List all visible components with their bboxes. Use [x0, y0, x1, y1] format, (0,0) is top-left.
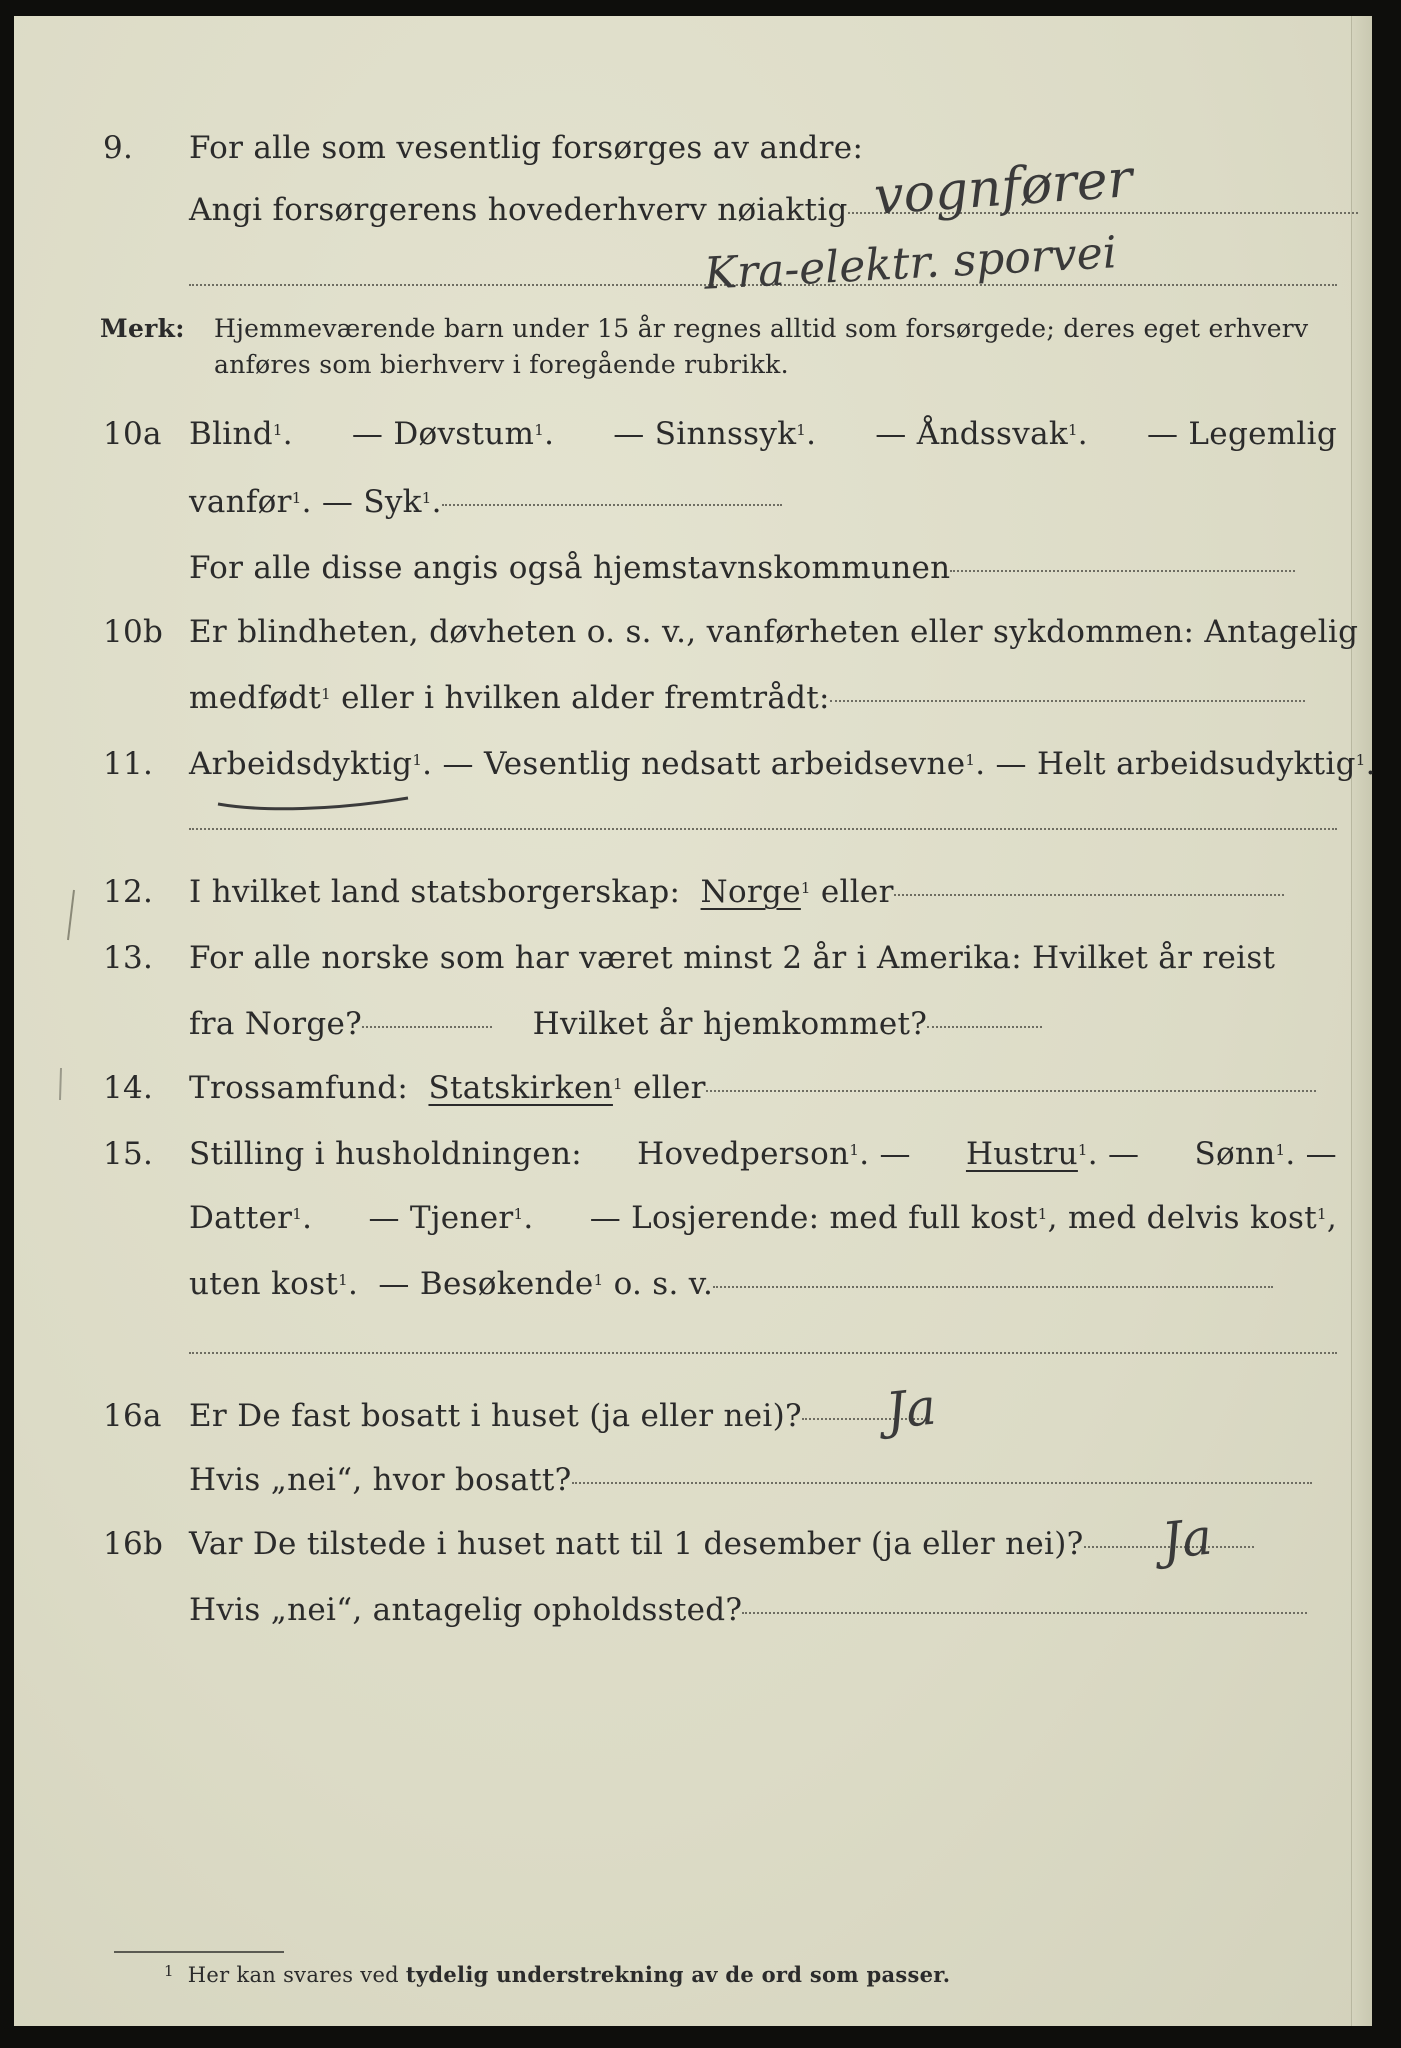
note-text-2: anføres som bierhverv i foregående rubrikk. — [214, 350, 789, 379]
option-delvis-kost: , med delvis kost — [1047, 1200, 1317, 1236]
question-number: 15. — [103, 1136, 154, 1172]
answer-line — [189, 828, 1337, 830]
question-number: 10b — [103, 614, 164, 650]
question-number: 13. — [103, 940, 154, 976]
option-arbeidsdyktig: Arbeidsdyktig — [189, 746, 413, 782]
option-norge-underlined: Norge — [700, 874, 801, 910]
option-andssvak: — Åndssvak$^1$. — [875, 416, 1088, 452]
answer-line — [742, 1612, 1307, 1614]
question-text: For alle som vesentlig forsørges av andre: — [189, 130, 864, 166]
option-sinnssyk: — Sinnssyk$^1$. — [613, 416, 817, 452]
pen-underline-arbeidsdyktig — [214, 790, 414, 814]
option-syk: — Syk — [321, 484, 422, 520]
option-statskirken-underlined: Statskirken — [428, 1070, 613, 1106]
answer-line — [927, 1026, 1042, 1028]
question-number: 10a — [103, 416, 162, 452]
pencil-tick-mark — [62, 886, 82, 946]
option-blind: Blind$^1$. — [189, 416, 293, 452]
option-hovedperson: Hovedperson — [637, 1136, 850, 1172]
census-form-page: 9. For alle som vesentlig forsørges av andre: Angi forsørgerens hovederhverv nøiaktig vognfører Kra-elektr. sporvei Merk: Hjemmeværende barn under 15 år regnes alltid som forsørgede; deres eget erhverv anføres som bierhverv i foregående rubrikk. 10a Blind$^1$. — Døvstum$^1$. — Sinnssyk$^1$. — Åndssvak$^1$. — Legemlig vanfør$^1$. — Syk$^1$. For alle disse angis også hjemstavnskommunen 10b Er blindheten, døvheten o. s. v., vanførheten eller sykdommen: Antagelig medfødt$^1$ eller i hvilken alder fremtrådt: 11. Arbeidsdyktig$^1$. — Vesentlig nedsatt arbeidsevne$^1$. — Helt arbeidsudyktig$^1$. 12. I hvilket land statsborgerskap: Norge$^1$ eller 13. For alle norske som har været minst 2 år i Amerika: Hvilket år reist fra Norge? Hvilket år hjemkommet? 14. Trossamfund: Statskirken$^1$ eller 15. Stilling i husholdningen: Hovedperson$^1$. — Hustru$^1$. — Sønn$^1$. — Datter$^1$. — Tjener$^1$. — Losjerende: med full kost$^1$, med delvis kost$^1$, uten kost$^1$. — Besøkende$^1$ o. s. v. 16a Er De fast bosatt i huset (ja eller nei)? Ja Hvis „nei“, hvor bosatt? 16b Var De tilstede i huset natt til 1 desember (ja eller nei)? Ja Hvis „nei“, antagelig opholdssted? $^1$ Her kan svares ved tydelig understrekning av de ord som passer. — [14, 16, 1372, 2026]
answer-line — [713, 1286, 1273, 1288]
page-edge — [1351, 16, 1372, 2026]
option-medfodt: medfødt — [189, 680, 322, 716]
option-dovstum: — Døvstum$^1$. — [351, 416, 555, 452]
handwritten-occupation: vognfører — [872, 149, 1135, 227]
footnote-rule — [114, 1951, 284, 1953]
option-full-kost: — Losjerende: med full kost — [589, 1200, 1038, 1236]
footnote-mark: 1 — [164, 1962, 174, 1980]
option-udyktig: — Helt arbeidsudyktig — [995, 746, 1356, 782]
option-uten-kost: uten kost — [189, 1266, 339, 1302]
occupation-label: Angi forsørgerens hovederhverv nøiaktig — [189, 192, 848, 228]
handwritten-employer: Kra-elektr. sporvei — [702, 227, 1118, 300]
answer-line — [442, 504, 782, 506]
answer-line — [830, 700, 1305, 702]
answer-line — [189, 1352, 1337, 1354]
option-vanfor: vanfør — [189, 484, 292, 520]
pencil-tick-mark — [54, 1064, 68, 1104]
option-sonn: Sønn — [1194, 1136, 1276, 1172]
footnote: $^1$ Her kan svares ved tydelig understrekning av de ord som passer. — [164, 1962, 951, 1987]
handwritten-answer-16a: Ja — [883, 1377, 939, 1441]
answer-line — [950, 570, 1295, 572]
answer-line — [706, 1090, 1316, 1092]
answer-line — [894, 894, 1284, 896]
question-number: 9. — [103, 130, 134, 166]
note-text-1: Hjemmeværende barn under 15 år regnes alltid som forsørgede; deres eget erhverv — [214, 314, 1309, 343]
question-number: 16a — [103, 1398, 162, 1434]
note-label: Merk: — [100, 314, 185, 343]
hjemstavn-label: For alle disse angis også hjemstavnskommunen — [189, 550, 951, 586]
option-tjener: — Tjener — [368, 1200, 514, 1236]
option-nedsatt: — Vesentlig nedsatt arbeidsevne — [442, 746, 966, 782]
question-number: 16b — [103, 1526, 164, 1562]
option-besokende: — Besøkende — [378, 1266, 594, 1302]
question-number: 11. — [103, 746, 154, 782]
question-options — [189, 414, 1337, 454]
handwritten-answer-16b: Ja — [1159, 1507, 1215, 1571]
question-text: Er blindheten, døvheten o. s. v., vanførheten eller sykdommen: Antagelig — [189, 614, 1359, 650]
option-legemlig: — Legemlig — [1146, 416, 1337, 452]
option-hustru-underlined: Hustru — [965, 1136, 1078, 1172]
answer-line — [362, 1026, 492, 1028]
question-number: 14. — [103, 1070, 154, 1106]
question-number: 12. — [103, 874, 154, 910]
option-datter: Datter — [189, 1200, 293, 1236]
note — [100, 312, 1309, 346]
answer-line — [572, 1482, 1312, 1484]
question-text: For alle norske som har været minst 2 år i Amerika: Hvilket år reist — [189, 940, 1276, 976]
citizenship-label: I hvilket land statsborgerskap: — [189, 874, 681, 910]
